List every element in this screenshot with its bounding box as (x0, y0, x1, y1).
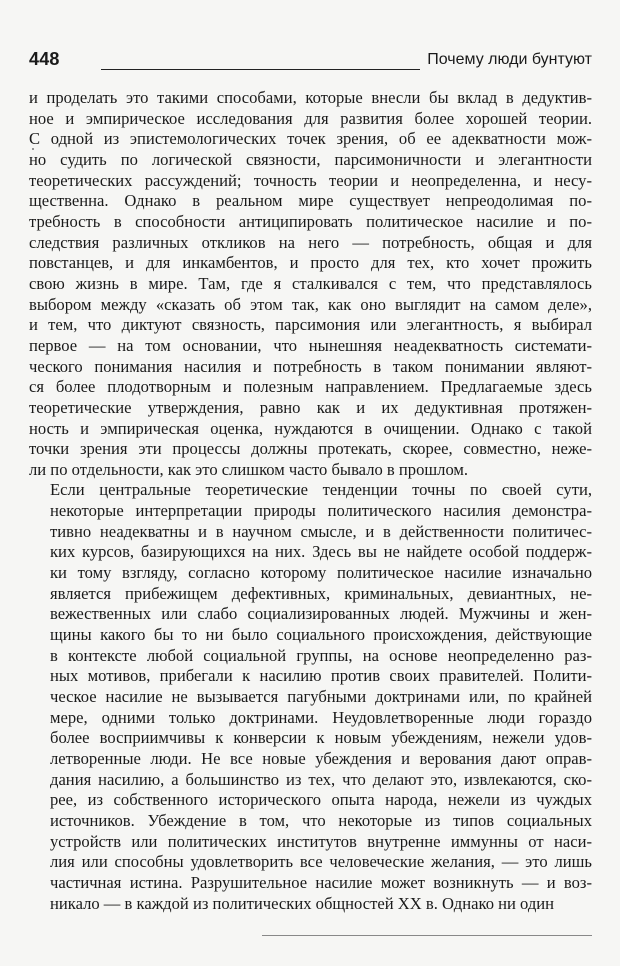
text-line: ки тому взгляду, согласно которому политическое насилие изначально (50, 563, 592, 583)
text-line: является прибежищем дефективных, криминальных, девиантных, не- (50, 583, 592, 603)
paragraph-1 (29, 88, 592, 480)
text-line: и проделать это такими способами, которые внесли бы вклад в дедуктив- (29, 88, 592, 107)
text-line: ное и эмпирическое исследования для развития более хорошей теории. (29, 108, 592, 128)
text-line: требность в способности антиципировать политическое насилие и по- (29, 211, 592, 231)
text-line: свою жизнь в мире. Там, где я сталкивался с тем, что представлялось (29, 273, 592, 293)
text-line: рее, из собственного исторического опыта народа, нежели из чуждых (50, 790, 592, 810)
text-line: ческого понимания насилия и потребность в таком понимании являют- (29, 356, 592, 376)
text-line: выбором между «сказать об этом так, как оно выглядит на самом деле», (29, 294, 592, 314)
page-number: 448 (29, 49, 60, 69)
text-line: первое — на том основании, что нынешняя неадекватность системати- (29, 335, 592, 355)
running-title: Почему люди бунтуют (427, 51, 592, 68)
paragraph-2 (29, 480, 592, 914)
text-line: лия или способны удовлетворить все человеческие желания, — это лишь (50, 852, 592, 872)
text-line: устройств или политических институтов внутренне иммунны от наси- (50, 831, 592, 851)
text-line: вежественных или слабо социализированных людей. Мужчины и жен- (50, 604, 592, 624)
header-rule (101, 69, 420, 70)
text-line: тивно неадекватны и в научном смысле, и в действенности политичес- (50, 521, 592, 541)
text-line: и тем, что диктуют связность, парсимония или элегантность, я выбирал (29, 315, 592, 335)
text-line: никало — в каждой из политических общностей XX в. Однако ни один (50, 893, 555, 913)
text-line: теоретические утверждения, равно как и их дедуктивная протяжен- (29, 397, 592, 417)
text-line: некоторые интерпретации природы политического насилия демонстра- (50, 501, 592, 521)
text-line: мере, одними только доктринами. Неудовлетворенные люди гораздо (50, 707, 592, 727)
text-line: ких курсов, базирующихся на них. Здесь вы не найдете особой поддерж- (50, 542, 592, 562)
text-line: повстанцев, и для инкамбентов, и просто для тех, кто хочет прожить (29, 253, 592, 273)
text-line: следствия различных откликов на него — потребность, общая и для (29, 232, 592, 252)
text-line: дания насилию, а большинство из тех, что делают это, извлекаются, ско- (50, 769, 592, 789)
text-line: ность и эмпирическая оценка, нуждаются в очищении. Однако с такой (29, 418, 592, 438)
text-line: источников. Убеждение в том, что некоторые из типов социальных (50, 810, 592, 830)
text-line: летворенные люди. Не все новые убеждения и верования дают оправ- (50, 749, 592, 768)
text-line: в контексте любой социальной группы, на основе неопределенно раз- (50, 645, 592, 665)
text-line: более восприимчивы к конверсии к новым убеждениям, нежели удов- (50, 728, 592, 748)
text-line: щественна. Однако в реальном мире существует непреодолимая по- (29, 191, 592, 211)
text-line: ческое насилие не вызывается пагубными доктринами или, по крайней (50, 687, 592, 707)
text-line: ся более плодотворным и полезным направлением. Предлагаемые здесь (29, 377, 592, 397)
text-line: но судить по логической связности, парсимоничности и элегантности (29, 149, 592, 169)
text-line: теоретических рассуждений; точность теории и неопределенна, и несу- (29, 170, 592, 190)
bottom-scan-edge (262, 935, 592, 936)
text-line: Если центральные теоретические тенденции точны по своей сути, (50, 480, 592, 500)
text-line: ных мотивов, прибегали к насилию против своих правителей. Полити- (50, 666, 592, 686)
body-text (29, 88, 592, 914)
text-line: точки зрения эти процессы должны протекать, скорее, совместно, неже- (29, 439, 592, 459)
text-line: частичная истина. Разрушительное насилие может возникнуть — и воз- (50, 872, 592, 892)
text-line: ли по отдельности, как это слишком часто бывало в прошлом. (29, 459, 469, 479)
page-header (29, 47, 592, 75)
text-line: С одной из эпистемологических точек зрения, об ее адекватности мож- (29, 129, 592, 149)
text-line: щины какого бы то ни было социального происхождения, действующие (50, 625, 592, 645)
